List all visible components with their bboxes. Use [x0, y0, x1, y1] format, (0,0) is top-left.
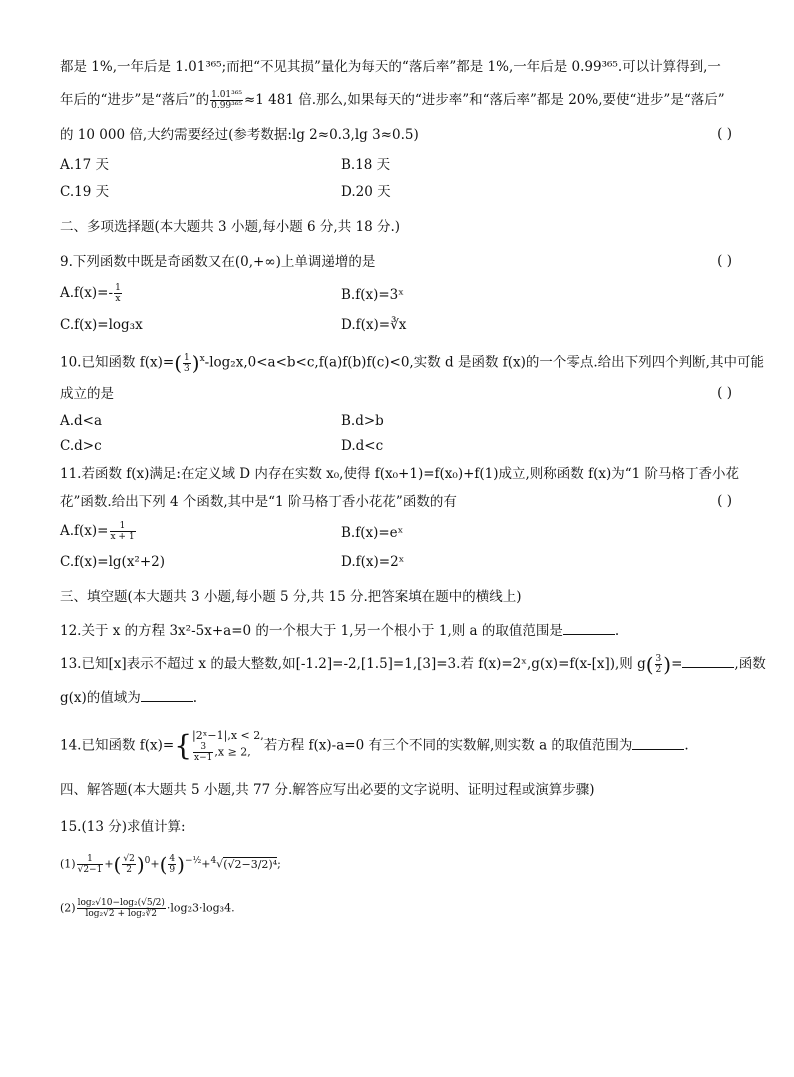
q10-option-c: C.d>c: [60, 438, 102, 454]
q9-option-a: A.f(x)=- $\frac{1}{x}$: [60, 283, 121, 304]
q13-stem-line2: g(x)的值域为 .: [60, 690, 198, 706]
q8-line2: 年后的“进步”是“落后”的 $\frac{\text{1.01³⁶⁵}}{\text{0.99³⁶⁵}}$ ≈1 481 倍.那么,如果每天的“进步率”和“落后率”都是 20%,要使“进步”是“落后”: [60, 90, 725, 111]
q13-answer-blank-2[interactable]: [141, 689, 193, 702]
q11-answer-paren: ( ): [717, 493, 732, 509]
q9-option-d: D.f(x)=∛x: [341, 317, 407, 333]
q8-line3: 的 10 000 倍,大约需要经过(参考数据:lg 2≈0.3,lg 3≈0.5): [60, 127, 419, 143]
q10-option-b: B.d>b: [341, 413, 384, 429]
q12-answer-blank[interactable]: [563, 622, 615, 635]
q8-option-d: D.20 天: [341, 184, 391, 200]
q8-option-c: C.19 天: [60, 184, 110, 200]
q8-option-a: A.17 天: [60, 157, 110, 173]
q9-option-b: B.f(x)=3ˣ: [341, 287, 404, 303]
q9-option-c: C.f(x)=log₃x: [60, 317, 143, 333]
q15-part1: (1) $\frac{1}{√2-1}$ +( $\frac{√2}{2}$ )$^0$+( $\frac{4}{9}$ )$^{-\frac{1}{2}}$+$^4$√(√2−3/2)⁴;: [60, 852, 281, 877]
q10-answer-paren: ( ): [717, 385, 732, 401]
q8-fraction: $\frac{\text{1.01³⁶⁵}}{\text{0.99³⁶⁵}}$: [211, 90, 242, 111]
q15-title: 15.(13 分)求值计算:: [60, 819, 186, 835]
q11-option-d: D.f(x)=2ˣ: [341, 554, 405, 570]
q9-answer-paren: ( ): [717, 253, 732, 269]
q13-stem: 13.已知[x]表示不超过 x 的最大整数,如[-1.2]=-2,[1.5]=1,[3]=3.若 f(x)=2ˣ,g(x)=f(x-[x]),则 g( $\frac{3}{2}$ )= ,函数: [60, 652, 766, 677]
section-3-heading: 三、填空题(本大题共 3 小题,每小题 5 分,共 15 分.把答案填在题中的横线上): [60, 589, 522, 605]
q11-option-a: A.f(x)= $\frac{1}{x + 1}$: [60, 521, 135, 542]
q11-stem-line1: 11.若函数 f(x)满足:在定义域 D 内存在实数 x₀,使得 f(x₀+1)=f(x₀)+f(1)成立,则称函数 f(x)为“1 阶马格丁香小花: [60, 466, 740, 482]
q10-option-d: D.d<c: [341, 438, 384, 454]
q15-part2: (2) $\frac{\text{log₂√10−log₂(√5/2)}}{\text{log₂√2 + log₂∛2}}$ ·log₂3·log₃4.: [60, 898, 235, 919]
section-4-heading: 四、解答题(本大题共 5 小题,共 77 分.解答应写出必要的文字说明、证明过程或演算步骤): [60, 782, 595, 798]
q10-stem-line2: 成立的是: [60, 386, 114, 402]
q14-stem: 14.已知函数 f(x)={ |2ˣ−1|,x < 2, $\frac{3}{x-1}$ ,x ≥ 2, 若方程 f(x)-a=0 有三个不同的实数解,则实数 a 的取值范围为 .: [60, 729, 689, 763]
q11-stem-line2: 花”函数.给出下列 4 个函数,其中是“1 阶马格丁香小花花”函数的有: [60, 494, 457, 510]
q12-stem: 12.关于 x 的方程 3x²-5x+a=0 的一个根大于 1,另一个根小于 1,则 a 的取值范围是 .: [60, 623, 620, 639]
q10-option-a: A.d<a: [60, 413, 103, 429]
q9-stem: 9.下列函数中既是奇函数又在(0,+∞)上单调递增的是: [60, 254, 376, 270]
section-2-heading: 二、多项选择题(本大题共 3 小题,每小题 6 分,共 18 分.): [60, 219, 401, 235]
q13-answer-blank-1[interactable]: [682, 655, 734, 668]
q10-stem: 10.已知函数 f(x)=( $\frac{1}{3}$ )$^x$-log₂x,0<a<b<c,f(a)f(b)f(c)<0,实数 d 是函数 f(x)的一个零点.给出下列四个判断,其中可能: [60, 351, 764, 375]
q11-option-c: C.f(x)=lg(x²+2): [60, 554, 166, 570]
q11-option-b: B.f(x)=eˣ: [341, 525, 404, 541]
q8-line1: 都是 1%,一年后是 1.01³⁶⁵;而把“不见其损”量化为每天的“落后率”都是 1%,一年后是 0.99³⁶⁵.可以计算得到,一: [60, 59, 721, 75]
q14-piecewise: |2ˣ−1|,x < 2, $\frac{3}{x-1}$ ,x ≥ 2,: [192, 729, 264, 763]
q14-answer-blank[interactable]: [632, 737, 684, 750]
q8-option-b: B.18 天: [341, 157, 391, 173]
q8-answer-paren: ( ): [717, 126, 732, 142]
